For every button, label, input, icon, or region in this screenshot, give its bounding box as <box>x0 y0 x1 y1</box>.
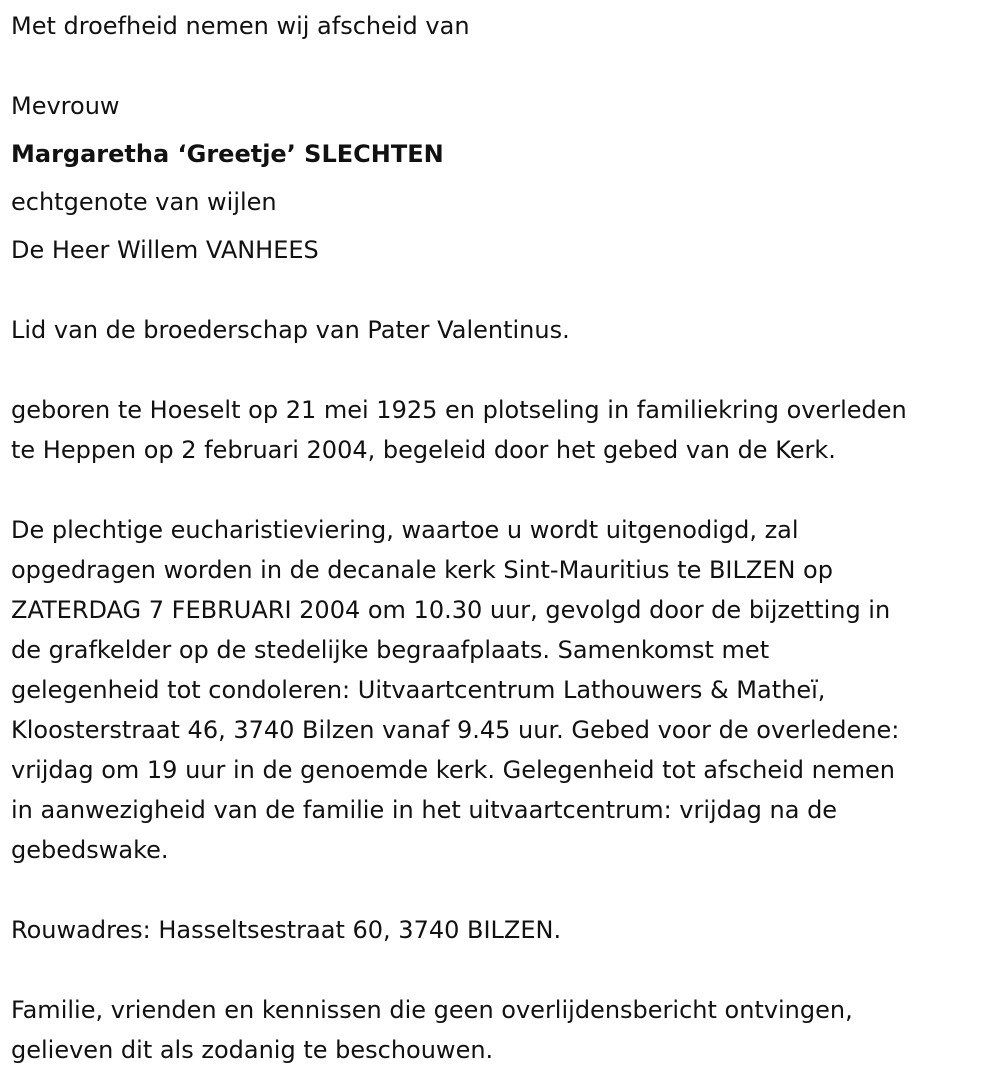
ceremony-line: ZATERDAG 7 FEBRUARI 2004 om 10.30 uur, gevolgd door de bijzetting in <box>11 596 891 624</box>
deceased-name: Margaretha ‘Greetje’ SLECHTEN <box>11 140 444 168</box>
birth-death-line: geboren te Hoeselt op 21 mei 1925 en plotseling in familiekring overleden <box>11 396 907 424</box>
membership-line: Lid van de broederschap van Pater Valentinus. <box>11 316 570 344</box>
ceremony-line: De plechtige eucharistieviering, waartoe u wordt uitgenodigd, zal <box>11 516 799 544</box>
ceremony-line: in aanwezigheid van de familie in het uitvaartcentrum: vrijdag na de <box>11 796 838 824</box>
closing-line: Familie, vrienden en kennissen die geen overlijdensbericht ontvingen, <box>11 996 853 1024</box>
closing-paragraph <box>11 990 853 1070</box>
spouse-name: De Heer Willem VANHEES <box>11 236 319 264</box>
mourning-address: Rouwadres: Hasseltsestraat 60, 3740 BILZEN. <box>11 916 562 944</box>
ceremony-line: vrijdag om 19 uur in de genoemde kerk. Gelegenheid tot afscheid nemen <box>11 756 895 784</box>
ceremony-line: gelegenheid tot condoleren: Uitvaartcentrum Lathouwers & Matheï, <box>11 676 826 704</box>
ceremony-line: opgedragen worden in de decanale kerk Sint-Mauritius te BILZEN op <box>11 556 833 584</box>
birth-death-paragraph <box>11 390 907 470</box>
closing-line: gelieven dit als zodanig te beschouwen. <box>11 1036 494 1064</box>
relation-line: echtgenote van wijlen <box>11 188 277 216</box>
ceremony-line: gebedswake. <box>11 836 169 864</box>
intro-line: Met droefheid nemen wij afscheid van <box>11 12 470 40</box>
birth-death-line: te Heppen op 2 februari 2004, begeleid door het gebed van de Kerk. <box>11 436 836 464</box>
ceremony-line: Kloosterstraat 46, 3740 Bilzen vanaf 9.45 uur. Gebed voor de overledene: <box>11 716 900 744</box>
ceremony-paragraph <box>11 510 899 870</box>
ceremony-line: de grafkelder op de stedelijke begraafplaats. Samenkomst met <box>11 636 770 664</box>
honorific: Mevrouw <box>11 92 120 120</box>
